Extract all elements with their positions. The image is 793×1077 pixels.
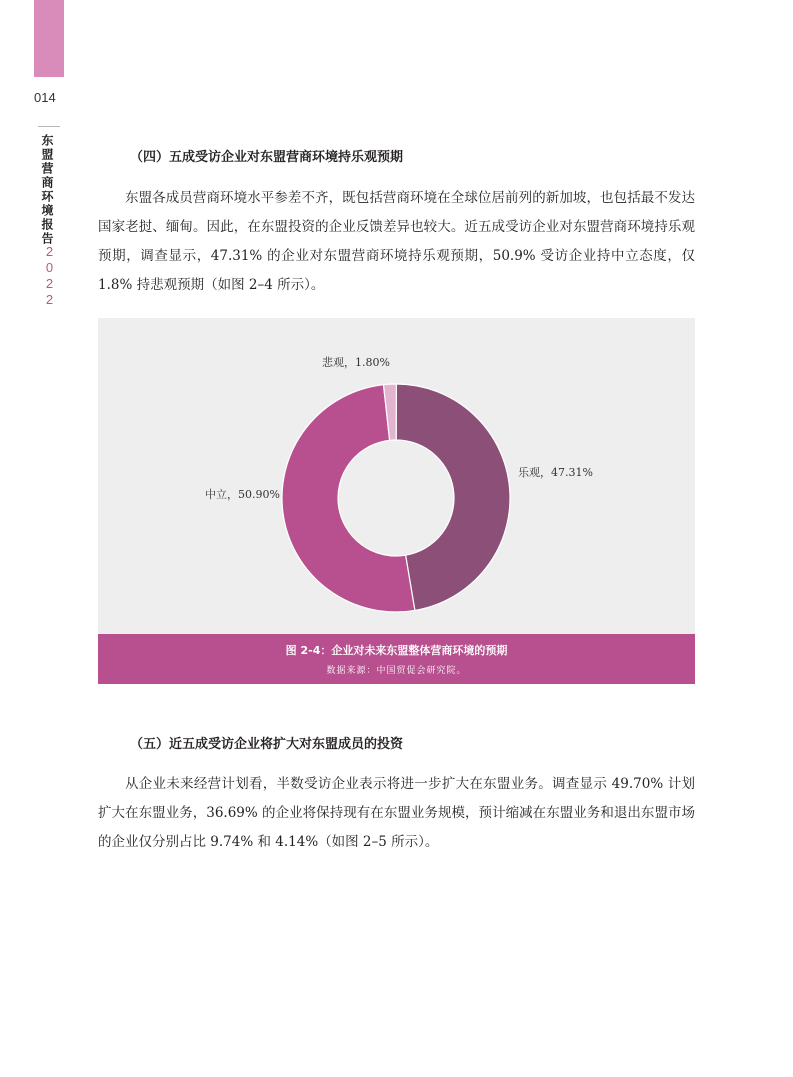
- sidebar-report-year: 2022: [42, 244, 57, 308]
- figure-caption-band: [98, 634, 695, 684]
- donut-chart: [98, 318, 695, 634]
- figure-caption: 图 2-4：企业对未来东盟整体营商环境的预期: [285, 644, 508, 657]
- donut-slice-optimistic: [396, 384, 510, 610]
- figure-source: 数据来源：中国贸促会研究院。: [326, 666, 467, 676]
- section-5-heading: （五）近五成受访企业将扩大对东盟成员的投资: [130, 737, 404, 752]
- donut-label-optimistic: 乐观，47.31%: [518, 466, 593, 479]
- donut-label-pessimistic: 悲观，1.80%: [322, 356, 390, 369]
- page-number: 014: [34, 90, 56, 105]
- sidebar-divider: [38, 126, 60, 127]
- figure-2-4: [98, 318, 695, 684]
- section-color-tab: [34, 0, 64, 77]
- section-5-paragraph: 从企业未来经营计划看，半数受访企业表示将进一步扩大在东盟业务。调查显示 49.70% 计划扩大在东盟业务，36.69% 的企业将保持现有在东盟业务规模，预计缩减在东盟业务和退出东盟市场的企业仅分别占比 9.74% 和 4.14%（如图 2–5 所示）。: [98, 776, 695, 850]
- sidebar-report-title: 东盟营商环境报告: [40, 134, 54, 246]
- section-4-heading: （四）五成受访企业对东盟营商环境持乐观预期: [130, 150, 404, 165]
- donut-label-neutral: 中立，50.90%: [205, 488, 280, 501]
- section-4-paragraph: 东盟各成员营商环境水平参差不齐，既包括营商环境在全球位居前列的新加坡，也包括最不发达国家老挝、缅甸。因此，在东盟投资的企业反馈差异也较大。近五成受访企业对东盟营商环境持乐观预期，调查显示，47.31% 的企业对东盟营商环境持乐观预期，50.9% 受访企业持中立态度，仅 1.8% 持悲观预期（如图 2–4 所示）。: [98, 190, 695, 293]
